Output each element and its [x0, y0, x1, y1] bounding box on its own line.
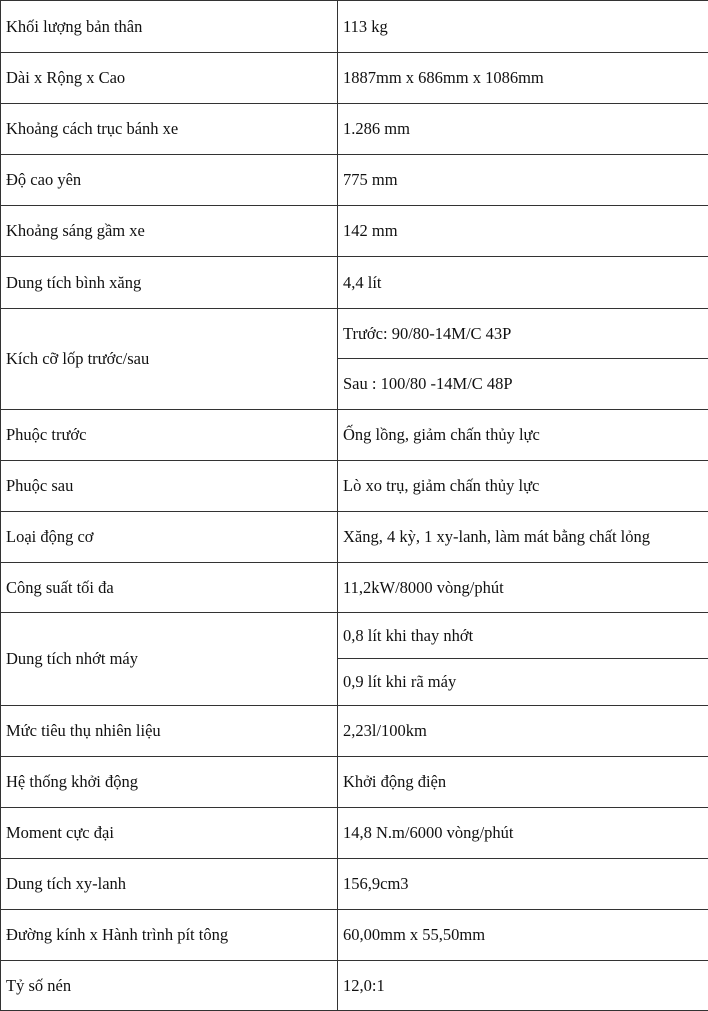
spec-label: Dung tích nhớt máy: [1, 613, 338, 706]
spec-label: Dung tích xy-lanh: [1, 859, 338, 910]
spec-value: 14,8 N.m/6000 vòng/phút: [338, 808, 708, 859]
spec-value: 60,00mm x 55,50mm: [338, 910, 708, 961]
table-row: [1, 257, 708, 309]
spec-value: 0,9 lít khi rã máy: [338, 659, 708, 706]
table-row: [1, 206, 708, 257]
spec-label: Tỷ số nén: [1, 961, 338, 1011]
table-row: [1, 309, 708, 359]
spec-value: Xăng, 4 kỳ, 1 xy-lanh, làm mát bằng chất lỏng: [338, 512, 708, 563]
spec-value: Khởi động điện: [338, 757, 708, 808]
table-row: [1, 461, 708, 512]
spec-value: 2,23l/100km: [338, 706, 708, 757]
table-row: [1, 859, 708, 910]
table-row: [1, 961, 708, 1011]
spec-label: Công suất tối đa: [1, 563, 338, 613]
table-row: [1, 1, 708, 53]
spec-label: Phuộc sau: [1, 461, 338, 512]
spec-label: Moment cực đại: [1, 808, 338, 859]
table-row: [1, 706, 708, 757]
table-row: [1, 410, 708, 461]
spec-value: 156,9cm3: [338, 859, 708, 910]
spec-label: Kích cỡ lốp trước/sau: [1, 309, 338, 410]
table-row: [1, 757, 708, 808]
spec-label: Dài x Rộng x Cao: [1, 53, 338, 104]
spec-label: Loại động cơ: [1, 512, 338, 563]
spec-value: Lò xo trụ, giảm chấn thủy lực: [338, 461, 708, 512]
spec-label: Khối lượng bản thân: [1, 1, 338, 53]
spec-label: Khoảng sáng gầm xe: [1, 206, 338, 257]
spec-value: 142 mm: [338, 206, 708, 257]
spec-value: 775 mm: [338, 155, 708, 206]
table-row: [1, 155, 708, 206]
spec-label: Hệ thống khởi động: [1, 757, 338, 808]
spec-label: Độ cao yên: [1, 155, 338, 206]
spec-value: 0,8 lít khi thay nhớt: [338, 613, 708, 659]
table-row: [1, 910, 708, 961]
table-row: [1, 53, 708, 104]
spec-value: 11,2kW/8000 vòng/phút: [338, 563, 708, 613]
spec-value: 113 kg: [338, 1, 708, 53]
spec-value: 4,4 lít: [338, 257, 708, 309]
spec-value: 1.286 mm: [338, 104, 708, 155]
table-row: [1, 104, 708, 155]
table-row: [1, 808, 708, 859]
spec-value: Trước: 90/80-14M/C 43P: [338, 309, 708, 359]
spec-label: Dung tích bình xăng: [1, 257, 338, 309]
spec-label: Đường kính x Hành trình pít tông: [1, 910, 338, 961]
table-row: [1, 512, 708, 563]
spec-label: Khoảng cách trục bánh xe: [1, 104, 338, 155]
spec-value: 1887mm x 686mm x 1086mm: [338, 53, 708, 104]
spec-value: Ống lồng, giảm chấn thủy lực: [338, 410, 708, 461]
spec-label: Mức tiêu thụ nhiên liệu: [1, 706, 338, 757]
spec-value: Sau : 100/80 -14M/C 48P: [338, 359, 708, 410]
spec-value: 12,0:1: [338, 961, 708, 1011]
spec-label: Phuộc trước: [1, 410, 338, 461]
table-row: [1, 563, 708, 613]
table-row: [1, 613, 708, 659]
